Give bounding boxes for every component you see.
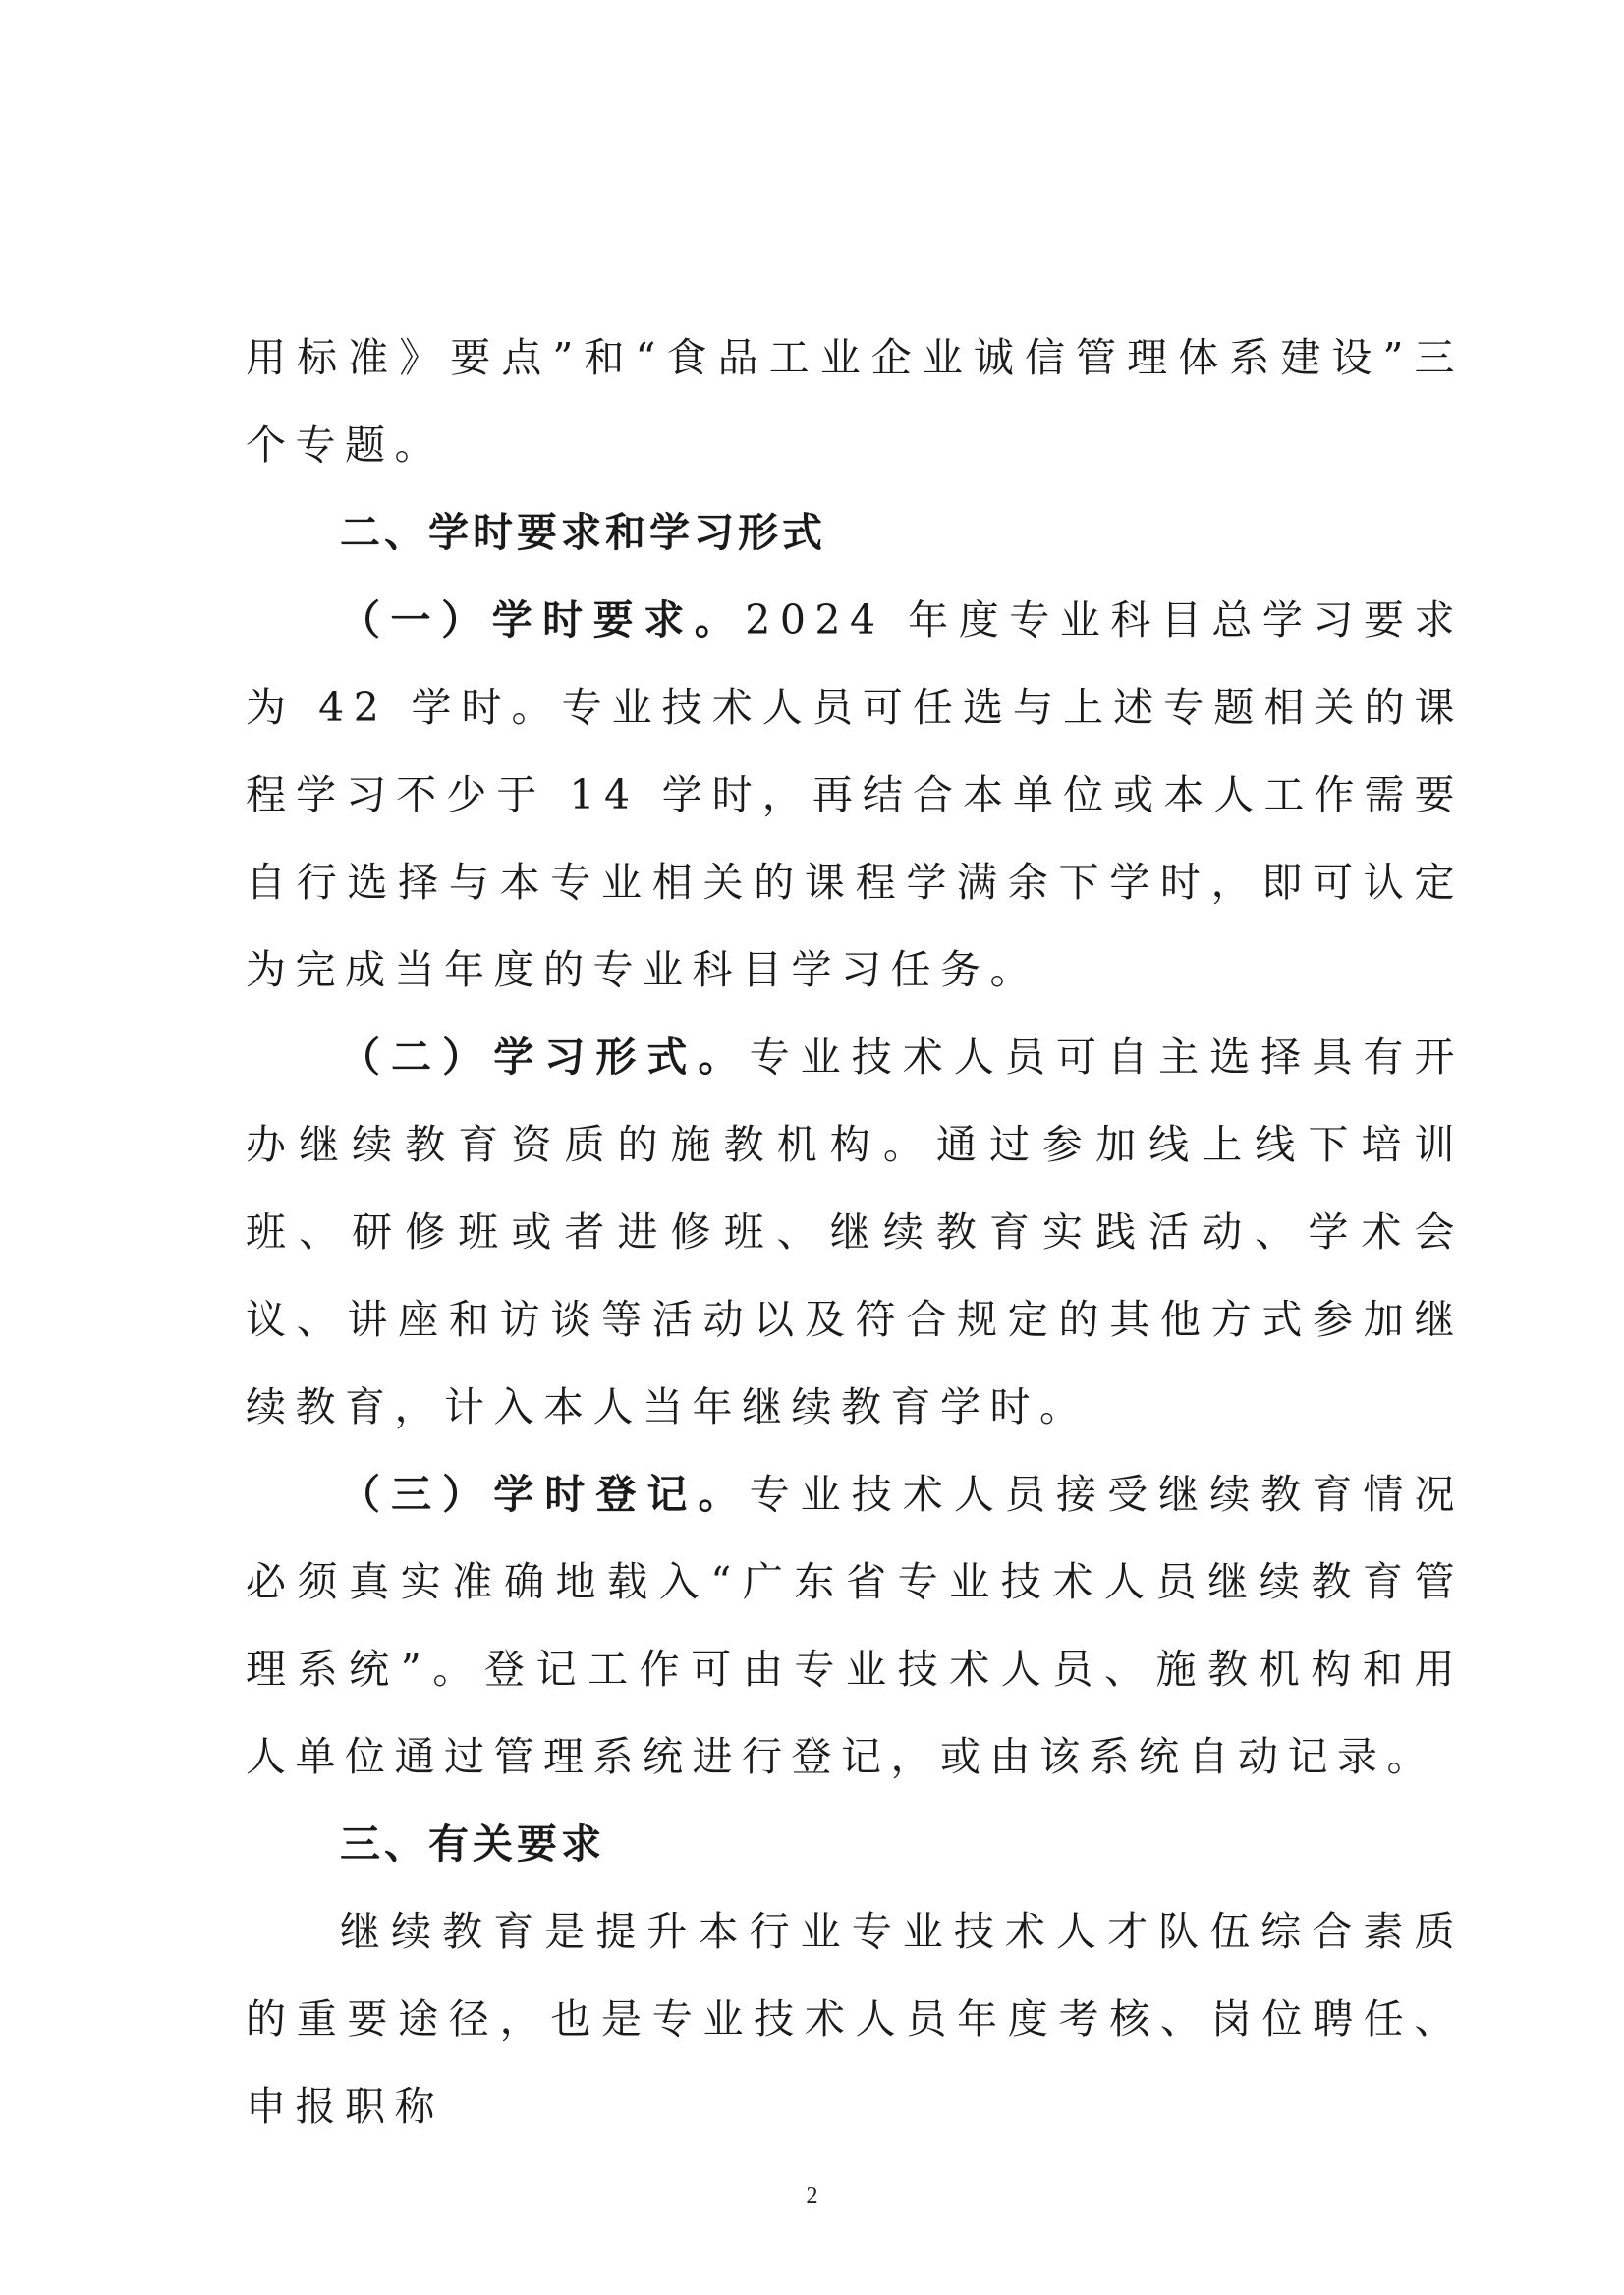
paragraph-text: 2024 年度专业科目总学习要求为 42 学时。专业技术人员可任选与上述专题相关的课程学习不少于 14 学时，再结合本单位或本人工作需要自行选择与本专业相关的课程学满余下学时，即可认定为完成当年度的专业科目学习任务。 (246, 596, 1465, 993)
paragraph-lead: （三）学时登记。 (340, 1471, 750, 1518)
paragraph-continued: 用标准》要点”和“食品工业企业诚信管理体系建设”三个专题。 (246, 334, 1464, 469)
section-heading-2: 二、学时要求和学习形式 (340, 509, 826, 556)
paragraph-study-form (246, 1014, 1464, 1451)
paragraph-text: 专业技术人员接受继续教育情况必须真实准确地载入“广东省专业技术人员继续教育管理系统”。登记工作可由专业技术人员、施教机构和用人单位通过管理系统进行登记，或由该系统自动记录。 (246, 1471, 1465, 1780)
paragraph-hour-registration (246, 1451, 1464, 1801)
paragraph-lead: （一）学时要求。 (340, 596, 746, 644)
document-body (246, 314, 1464, 2151)
paragraph-study-hours (246, 577, 1464, 1014)
paragraph-lead: （二）学习形式。 (340, 1034, 750, 1081)
paragraph-text: 专业技术人员可自主选择具有开办继续教育资质的施教机构。通过参加线上线下培训班、研修班或者进修班、继续教育实践活动、学术会议、讲座和访谈等活动以及符合规定的其他方式参加继续教育，计入本人当年继续教育学时。 (246, 1034, 1465, 1430)
page-number: 2 (806, 2183, 818, 2209)
paragraph-requirements: 继续教育是提升本行业专业技术人才队伍综合素质的重要途径，也是专业技术人员年度考核、岗位聘任、申报职称 (246, 1908, 1464, 2130)
section-heading-3: 三、有关要求 (340, 1820, 605, 1868)
